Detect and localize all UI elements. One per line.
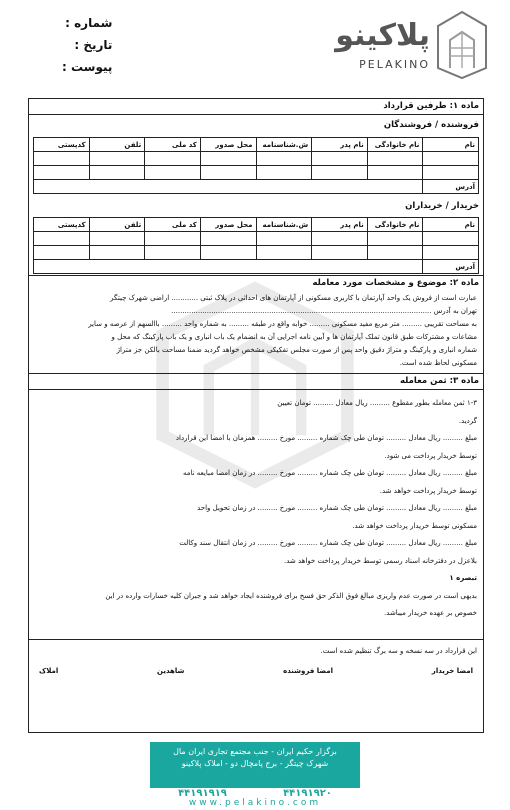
col-header: تلفن	[89, 218, 145, 232]
address-label: آدرس	[423, 260, 479, 274]
closing-line: این قرارداد در سه نسخه و سه برگ تنظیم شده است.	[320, 647, 477, 655]
article2-section	[29, 276, 483, 290]
logo-text-fa: پلاکینو	[335, 18, 430, 53]
article2-text	[35, 292, 477, 370]
closing-text	[35, 645, 477, 658]
seller-title: فروشنده / فروشندگان	[383, 120, 479, 130]
text-line: مسکونی لحاظ شده است.	[399, 359, 477, 367]
pelakino-logo	[288, 10, 488, 80]
signature-row	[39, 667, 473, 675]
col-header: کد ملی	[145, 138, 201, 152]
text-line: مشاعات و مشترکات طبق قانون تملک آپارتمان ها و آیین نامه اجرایی آن به انضمام یک باب انباری و یک باب پارکینگ که محل و	[111, 333, 477, 341]
contract-frame	[28, 98, 484, 733]
document-header	[0, 0, 510, 96]
buyer-title: خریدار / خریداران	[405, 201, 479, 211]
article1-title: ماده ۱: طرفین قرارداد	[383, 101, 479, 111]
article2-title: ماده ۲: موضوع و مشخصات مورد معامله	[312, 278, 479, 288]
col-header: نام	[423, 218, 479, 232]
building-logo-icon	[436, 10, 488, 80]
col-header: محل صدور	[200, 138, 256, 152]
col-header: نام	[423, 138, 479, 152]
text-line: توسط خریدار پرداخت خواهد شد.	[379, 486, 477, 495]
text-line: بلاعزل در دفترخانه اسناد رسمی توسط خریدار پرداخت خواهد شد.	[284, 556, 477, 565]
text-line: به مساحت تقریبی ......... متر مربع مفید مسکونی ......... خوابه واقع در طبقه ......... به شماره واحد ......... باالسهم از عرصه و سایر	[88, 320, 477, 328]
witnesses-signature: شاهدین	[157, 667, 185, 675]
article3-section	[29, 374, 483, 388]
footer-line: شهرک چیتگر - برج پامچال دو - املاک پلاکینو	[181, 759, 329, 768]
col-header: محل صدور	[200, 218, 256, 232]
seller-table	[33, 137, 479, 194]
article1-section	[29, 99, 483, 113]
phone-number: ۴۴۱۹۱۹۲۰	[283, 788, 332, 799]
text-line: عبارت است از فروش یک واحد آپارتمان با کاربری مسکونی از آپارتمان های احداثی در پلاک ثبتی ............ اراضی شهرک چیتگر	[110, 294, 477, 302]
text-line: مبلغ ......... ریال معادل ......... تومان طی چک شماره ......... مورخ ......... در زمان تحویل واحد	[197, 504, 477, 512]
phone-number: ۴۴۱۹۱۹۱۹	[178, 788, 227, 799]
number-label: شماره :	[65, 16, 113, 30]
seller-signature: امضا فروشنده	[283, 667, 334, 675]
col-header: ش.شناسنامه	[256, 218, 312, 232]
note-title: تبصره ۱	[449, 574, 477, 582]
divider	[29, 389, 483, 390]
text-line: شماره انباری و پارکینگ و متراژ دقیق واحد پس از صورت مجلس تفکیکی مشخص خواهد گردید ضمنا مساحت بالکن جز متراژ	[116, 346, 477, 354]
text-line: مبلغ ......... ریال معادل ......... تومان طی چک شماره ......... مورخ ......... در زمان انتقال سند وکالت	[179, 539, 477, 547]
text-line: توسط خریدار پرداخت می شود.	[384, 451, 477, 460]
footer-line: برگزار حکیم ایران - جنب مجتمع تجاری ایران مال	[173, 747, 337, 756]
logo-text-en: PELAKINO	[359, 58, 430, 71]
buyer-table	[33, 217, 479, 274]
col-header: نام خانوادگی	[367, 138, 423, 152]
buyer-section	[29, 199, 483, 213]
footer-website: www.pelakino.com	[188, 798, 322, 808]
divider	[29, 639, 483, 640]
col-header: کدپستی	[34, 138, 90, 152]
attachment-label: پیوست :	[62, 60, 113, 74]
article3-title: ماده ۳: ثمن معامله	[400, 376, 479, 386]
col-header: تلفن	[89, 138, 145, 152]
seller-section	[29, 118, 483, 132]
col-header: کدپستی	[34, 218, 90, 232]
col-header: نام پدر	[312, 138, 368, 152]
col-header: کد ملی	[145, 218, 201, 232]
text-line: بدیهی است در صورت عدم واریزی مبالغ فوق الذکر حق فسخ برای فروشنده ایجاد خواهد شد و جبران کلیه خسارات وارده در این	[105, 591, 477, 600]
meta-fields	[62, 12, 112, 78]
col-header: نام خانوادگی	[367, 218, 423, 232]
text-line: گردید.	[458, 416, 477, 425]
text-line: مبلغ ......... ریال معادل ......... تومان طی چک شماره ......... مورخ ......... در زمان امضا مبایعه نامه	[182, 469, 477, 477]
footer-address	[150, 742, 360, 788]
text-line: مبلغ ......... ریال معادل ......... تومان طی چک شماره ......... مورخ ......... همزمان با امضا این قرارداد	[175, 434, 477, 442]
text-line: تهران به آدرس .....................................................................................................................	[171, 307, 477, 315]
col-header: ش.شناسنامه	[256, 138, 312, 152]
col-header: نام پدر	[312, 218, 368, 232]
text-line: خصوص بر عهده خریدار میباشد.	[384, 609, 477, 617]
address-label: آدرس	[423, 180, 479, 194]
buyer-signature: امضا خریدار	[431, 667, 473, 675]
divider	[29, 114, 483, 115]
date-label: تاریخ :	[74, 38, 113, 52]
text-line: ۱-۳ ثمن معامله بطور مقطوع ......... ریال معادل ......... تومان تعیین	[277, 399, 477, 407]
text-line: مسکونی توسط خریدار پرداخت خواهد شد.	[352, 521, 477, 530]
article3-text	[35, 395, 477, 623]
agency-signature: املاک	[39, 667, 59, 675]
